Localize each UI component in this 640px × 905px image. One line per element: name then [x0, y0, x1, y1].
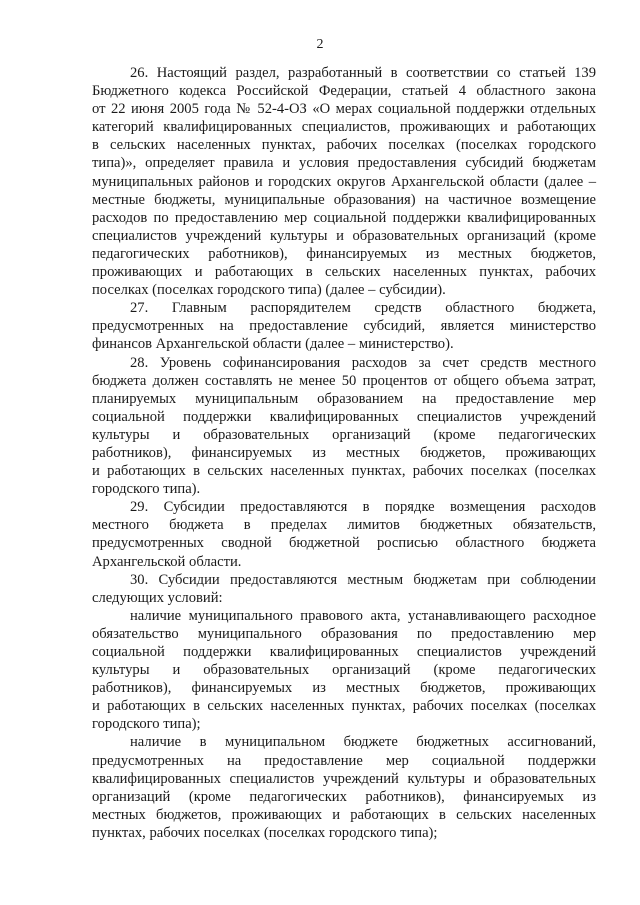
text-line: финансов Архангельской области (далее – министерство).	[92, 336, 454, 353]
text-line: и работающих в сельских населенных пунктах, рабочих поселках (поселках	[92, 463, 596, 480]
text-line: в сельских населенных пунктах, рабочих поселках (поселках городского	[92, 137, 596, 154]
text-line: Архангельской области.	[92, 553, 242, 570]
text-line: Бюджетного кодекса Российской Федерации, статьей 4 областного закона	[92, 83, 596, 100]
paragraph	[92, 498, 596, 570]
text-line: социальной поддержки квалифицированных специалистов учреждений	[92, 408, 596, 425]
text-line: предусмотренных на предоставление субсидий, является министерство	[92, 318, 596, 335]
text-line: проживающих и работающих в сельских населенных пунктах, рабочих	[92, 264, 596, 281]
text-line: культуры и образовательных организаций (кроме педагогических	[92, 426, 596, 443]
text-line: квалифицированных специалистов учреждений культуры и образовательных	[92, 770, 596, 787]
text-line: городского типа).	[92, 481, 201, 498]
text-line: обязательство муниципального образования по предоставлению мер	[92, 625, 596, 642]
paragraph	[92, 571, 596, 607]
paragraph	[92, 354, 596, 499]
text-line: специалистов учреждений культуры и образовательных организаций (кроме	[92, 227, 596, 244]
text-line: наличие муниципального правового акта, устанавливающего расходное	[130, 607, 596, 624]
text-line: планируемых муниципальным образованием на предоставление мер	[92, 390, 596, 407]
text-line: типа)», определяет правила и условия предоставления субсидий бюджетам	[92, 155, 596, 172]
text-line: муниципальных районов и городских округов Архангельской области (далее –	[92, 173, 596, 190]
text-line: 27. Главным распорядителем средств областного бюджета,	[130, 300, 596, 317]
paragraph	[92, 607, 596, 734]
text-line: работников), финансируемых из местных бюджетов, проживающих	[92, 680, 596, 697]
text-line: городского типа);	[92, 716, 201, 733]
text-line: пунктах, рабочих поселках (поселках городского типа);	[92, 824, 438, 841]
document-body	[92, 64, 596, 842]
text-line: предусмотренных на предоставление мер социальной поддержки	[92, 752, 596, 769]
text-line: 28. Уровень софинансирования расходов за счет средств местного	[130, 354, 596, 371]
paragraph	[92, 64, 596, 299]
text-line: предусмотренных сводной бюджетной росписью областного бюджета	[92, 535, 596, 552]
text-line: наличие в муниципальном бюджете бюджетных ассигнований,	[130, 734, 596, 751]
text-line: местных бюджетов, проживающих и работающих в сельских населенных	[92, 806, 596, 823]
text-line: организаций (кроме педагогических работников), финансируемых из	[92, 788, 596, 805]
text-line: бюджета должен составлять не менее 50 процентов от общего объема затрат,	[92, 372, 596, 389]
text-line: педагогических работников), финансируемых из местных бюджетов,	[92, 245, 596, 262]
text-line: следующих условий:	[92, 589, 223, 606]
text-line: поселках (поселках городского типа) (далее – субсидии).	[92, 282, 446, 299]
paragraph	[92, 299, 596, 353]
text-line: работников), финансируемых из местных бюджетов, проживающих	[92, 444, 596, 461]
text-line: местные бюджеты, муниципальные образования) на частичное возмещение	[92, 191, 596, 208]
text-line: 30. Субсидии предоставляются местным бюджетам при соблюдении	[130, 571, 596, 588]
text-line: 29. Субсидии предоставляются в порядке возмещения расходов	[130, 499, 596, 516]
page-number: 2	[316, 37, 324, 52]
text-line: 26. Настоящий раздел, разработанный в соответствии со статьей 139	[130, 65, 596, 81]
paragraph	[92, 733, 596, 842]
text-line: культуры и образовательных организаций (кроме педагогических	[92, 662, 596, 679]
text-line: расходов по предоставлению мер социальной поддержки квалифицированных	[92, 209, 596, 226]
text-line: категорий квалифицированных специалистов, проживающих и работающих	[92, 119, 596, 136]
text-line: местного бюджета в пределах лимитов бюджетных обязательств,	[92, 517, 596, 534]
text-line: социальной поддержки квалифицированных специалистов учреждений	[92, 644, 596, 660]
text-line: и работающих в сельских населенных пунктах, рабочих поселках (поселках	[92, 698, 596, 715]
text-line: от 22 июня 2005 года № 52-4-ОЗ «О мерах социальной поддержки отдельных	[92, 101, 596, 118]
